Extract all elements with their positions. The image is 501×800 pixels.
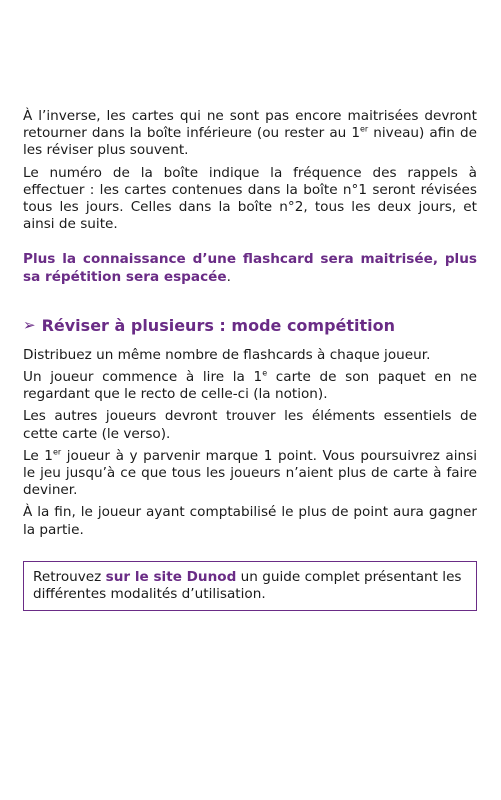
emphasis-statement: Plus la connaissance d’une flashcard sera maitrisée, plus sa répétition sera espacée. [23,251,477,285]
dunod-site-link[interactable]: sur le site Dunod [105,568,237,585]
section-heading [23,316,477,335]
paragraph-player-starts: Un joueur commence à lire la 1e carte de son paquet en ne regardant que le recto de celle-ci (la notion). [23,368,478,403]
section-title: Réviser à plusieurs : mode compétition [41,315,396,335]
paragraph-box-number-frequency: Le numéro de la boîte indique la fréquence des rappels à effectuer : les cartes contenues dans la boîte n°1 seront révisées tous les jours. Celles dans la boîte n°2, tous les deux jours, et ainsi de suite. [23,164,477,233]
paragraph-other-players: Les autres joueurs devront trouver les éléments essentiels de cette carte (le verso). [23,408,477,442]
dunod-info-box [23,561,477,611]
paragraph-distribute: Distribuez un même nombre de flashcards à chaque joueur. [23,346,431,363]
arrow-bullet-icon: ➢ [23,316,36,335]
page-content [23,108,477,611]
paragraph-return-lower-box: À l’inverse, les cartes qui ne sont pas encore maitrisées devront retourner dans la boîte inférieure (ou rester au 1er niveau) afin de les réviser plus souvent. [23,108,477,159]
paragraph-end-of-game: À la fin, le joueur ayant comptabilisé le plus de point aura gagner la partie. [23,504,477,538]
paragraph-first-player-point: Le 1er joueur à y parvenir marque 1 point. Vous poursuivrez ainsi le jeu jusqu’à ce que tous les joueurs n’aient plus de carte à faire deviner. [23,447,478,499]
info-box-text: Retrouvez sur le site Dunod un guide complet présentant les différentes modalités d’utilisation. [33,568,462,603]
